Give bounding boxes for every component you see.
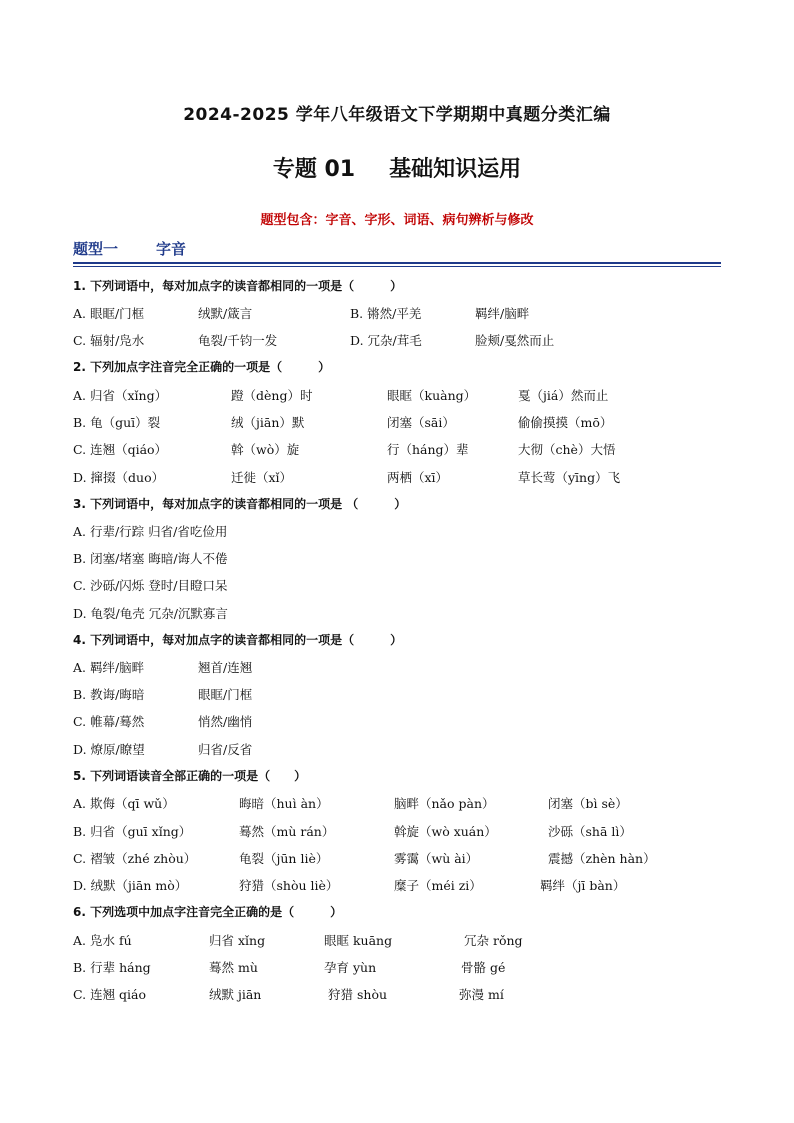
question-2-stem: 2. 下列加点字注音完全正确的一项是（ ）	[73, 360, 331, 374]
option-b-item-4: 沙砾（shā lì）	[548, 824, 632, 839]
option-a-item-2: 归省 xǐng	[209, 933, 266, 948]
option-a: A. 凫水 fú	[73, 933, 132, 948]
option-a: A. 眼眶/门框	[73, 306, 145, 321]
question-4-stem: 4. 下列词语中，每对加点字的读音都相同的一项是（ ）	[73, 633, 403, 647]
option-c-item-4: 震撼（zhèn hàn）	[548, 851, 656, 866]
option-d: D. 绒默（jiān mò）	[73, 878, 188, 893]
option-b-item-3: 斡旋（wò xuán）	[394, 824, 497, 839]
option-c-item-2: 斡（wò）旋	[231, 442, 300, 457]
option-a-item-3: 眼眶（kuàng）	[387, 388, 477, 403]
option-c-item-3: 行（háng）辈	[387, 442, 469, 457]
option-c-item-2: 绒默 jiān	[209, 987, 262, 1002]
option-a-item-2: 蹬（dèng）时	[231, 388, 313, 403]
option-a-item-2: 晦暗（huì àn）	[239, 796, 329, 811]
option-d-item-2: 狩猎（shòu liè）	[239, 878, 339, 893]
question-3-option-d: D. 龟裂/龟壳 冗杂/沉默寡言	[73, 606, 228, 621]
option-a-item-3: 眼眶 kuāng	[324, 933, 393, 948]
option-c: C. 连翘（qiáo）	[73, 442, 168, 457]
question-3-stem: 3. 下列词语中，每对加点字的读音都相同的一项是 （ ）	[73, 497, 407, 511]
option-c-item-4: 弥漫 mí	[459, 987, 504, 1002]
option-d-pair-2: 脸颊/戛然而止	[475, 333, 555, 348]
option-b: B. 教诲/晦暗	[73, 687, 145, 702]
option-c-item-3: 狩猎 shòu	[328, 987, 388, 1002]
option-d-pair-2: 归省/反省	[198, 742, 253, 757]
section-rule-thin	[73, 266, 721, 267]
option-d-item-4: 羁绊（jī bàn）	[540, 878, 626, 893]
option-b: B. 行辈 háng	[73, 960, 151, 975]
question-3-option-a: A. 行辈/行踪 归省/省吃俭用	[73, 524, 228, 539]
document-title: 2024-2025 学年八年级语文下学期期中真题分类汇编	[183, 105, 611, 125]
option-b-item-3: 闭塞（sāi）	[387, 415, 455, 430]
section-number: 题型一	[73, 240, 119, 258]
option-d: D. 燎原/瞭望	[73, 742, 145, 757]
topic-name: 基础知识运用	[389, 157, 522, 182]
option-b-item-4: 偷偷摸摸（mō）	[518, 415, 613, 430]
option-c: C. 辐射/凫水	[73, 333, 145, 348]
option-b-item-2: 蓦然 mù	[209, 960, 258, 975]
option-b-item-4: 骨骼 gé	[461, 960, 506, 975]
section-rule-thick	[73, 262, 721, 264]
option-d: D. 冗杂/茸毛	[350, 333, 422, 348]
option-b: B. 锵然/平羌	[350, 306, 422, 321]
question-6-stem: 6. 下列选项中加点字注音完全正确的是（ ）	[73, 905, 343, 919]
option-c: C. 连翘 qiáo	[73, 987, 147, 1002]
option-c: C. 帷幕/蓦然	[73, 714, 145, 729]
topic-title	[0, 152, 794, 183]
option-d-item-4: 草长莺（yīng）飞	[518, 470, 621, 485]
question-types-scope: 题型包含：字音、字形、词语、病句辨析与修改	[260, 213, 534, 228]
question-3-option-c: C. 沙砾/闪烁 登时/目瞪口呆	[73, 578, 228, 593]
topic-number: 专题 01	[272, 157, 356, 182]
option-a: A. 欺侮（qī wǔ）	[73, 796, 175, 811]
option-c-pair-2: 龟裂/千钧一发	[198, 333, 278, 348]
option-c-pair-2: 悄然/幽悄	[198, 714, 253, 729]
option-b-item-2: 绒（jiān）默	[231, 415, 305, 430]
option-c-item-3: 雾霭（wù ài）	[394, 851, 479, 866]
question-1-stem: 1. 下列词语中，每对加点字的读音都相同的一项是（ ）	[73, 279, 403, 293]
section-heading	[73, 238, 721, 262]
option-c: C. 褶皱（zhé zhòu）	[73, 851, 197, 866]
option-a-pair-2: 翘首/连翘	[198, 660, 253, 675]
option-a-item-3: 脑畔（nǎo pàn）	[394, 796, 495, 811]
option-a-item-4: 闭塞（bì sè）	[548, 796, 628, 811]
option-c-item-2: 龟裂（jūn liè）	[239, 851, 329, 866]
option-a: A. 归省（xǐng）	[73, 388, 168, 403]
option-b-item-3: 孕育 yùn	[324, 960, 377, 975]
section-name: 字音	[156, 240, 187, 258]
option-b-pair-2: 眼眶/门框	[198, 687, 253, 702]
option-c-item-4: 大彻（chè）大悟	[518, 442, 616, 457]
question-5-stem: 5. 下列词语读音全部正确的一项是（ ）	[73, 769, 307, 783]
option-d-item-2: 迁徙（xǐ）	[231, 470, 293, 485]
option-a: A. 羁绊/脑畔	[73, 660, 145, 675]
option-a-item-4: 冗杂 rǒng	[464, 933, 523, 948]
option-a-item-4: 戛（jiá）然而止	[518, 388, 609, 403]
option-d-item-3: 糜子（méi zi）	[394, 878, 482, 893]
option-d-item-3: 两栖（xī）	[387, 470, 449, 485]
option-b: B. 归省（guī xǐng）	[73, 824, 192, 839]
option-a-pair-2: 绒默/箴言	[198, 306, 253, 321]
option-b-pair-2: 羁绊/脑畔	[475, 306, 530, 321]
question-3-option-b: B. 闭塞/堵塞 晦暗/诲人不倦	[73, 551, 228, 566]
option-d: D. 撺掇（duo）	[73, 470, 165, 485]
option-b: B. 龟（guī）裂	[73, 415, 161, 430]
option-b-item-2: 蓦然（mù rán）	[239, 824, 335, 839]
